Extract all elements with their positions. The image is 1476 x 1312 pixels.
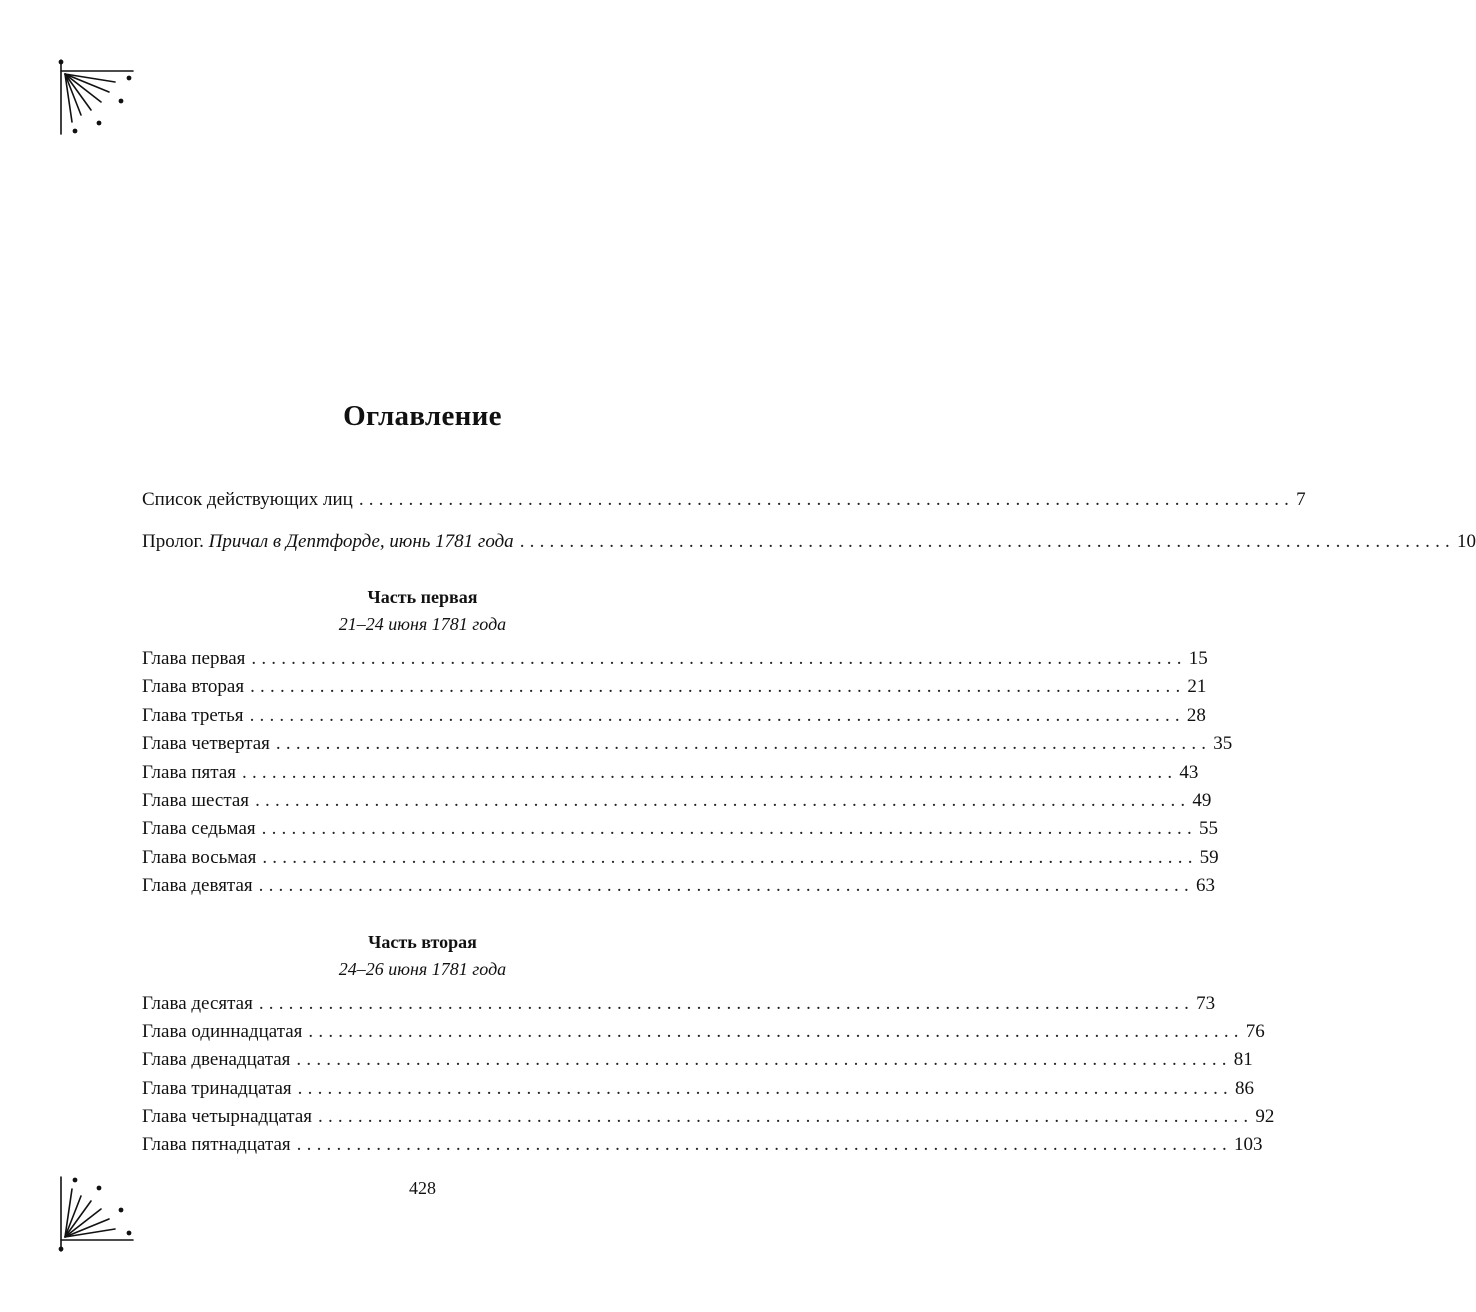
leader-dots: .............................................................................................. [318, 1106, 1254, 1127]
leader-dots: .............................................................................................. [249, 705, 1185, 726]
toc-entry-label: Глава первая [142, 648, 246, 669]
toc-entry-page: 15 [1188, 648, 1208, 669]
leader-dots: .............................................................................................. [251, 648, 1187, 669]
leader-dots: .............................................................................................. [519, 531, 1455, 552]
toc-entry-chapter[interactable] [142, 1019, 1265, 1045]
toc-entry-page: 35 [1213, 733, 1233, 754]
toc-entry-label: Глава восьмая [142, 847, 257, 868]
toc-entry-page: 103 [1233, 1134, 1263, 1155]
toc-entry-page: 7 [1296, 489, 1306, 510]
toc-entry-page: 43 [1179, 762, 1199, 783]
toc-entry-chapter[interactable] [142, 845, 1219, 871]
toc-entry-page: 92 [1255, 1106, 1275, 1127]
toc-entry-chapter[interactable] [142, 1104, 1275, 1130]
toc-entry-chapter[interactable] [142, 731, 1233, 757]
toc-entry-label: Глава девятая [142, 875, 253, 896]
toc-entry-chapter[interactable] [142, 646, 1208, 672]
toc-entry-label: Глава двенадцатая [142, 1049, 291, 1070]
toc-entry-chapter[interactable] [142, 674, 1207, 700]
toc-entry-page: 49 [1192, 790, 1212, 811]
toc-entry-label: Глава десятая [142, 993, 253, 1014]
toc-entry-label: Глава третья [142, 705, 244, 726]
leader-dots: .............................................................................................. [262, 847, 1198, 868]
toc-entry-label: Глава пятая [142, 762, 236, 783]
toc-entry-page: 76 [1245, 1021, 1265, 1042]
toc-entry-page: 10 [1457, 531, 1476, 552]
toc-entry-chapter[interactable] [142, 873, 1215, 899]
toc-entry-label: Глава четырнадцатая [142, 1106, 313, 1127]
toc-entry-label: Глава седьмая [142, 818, 256, 839]
toc-entry-page: 55 [1198, 818, 1218, 839]
toc-entry-page: 59 [1199, 847, 1219, 868]
part-title: Часть первая [367, 587, 478, 607]
toc-entry-label: Глава пятнадцатая [142, 1134, 291, 1155]
toc-entry-chapter[interactable] [142, 816, 1218, 842]
toc-entry-prologue[interactable] [142, 529, 1476, 555]
toc-entry-page: 28 [1186, 705, 1206, 726]
leader-dots: .............................................................................................. [258, 875, 1194, 896]
toc-entry-page: 81 [1233, 1049, 1253, 1070]
toc-entry-chapter[interactable] [142, 1132, 1263, 1158]
toc-entry-label: Список действующих лиц [142, 489, 353, 510]
toc-entry-chapter[interactable] [142, 760, 1199, 786]
toc-entry-label: Пролог. Причал в Дептфорде, июнь 1781 года [142, 531, 514, 552]
toc-entry-label: Глава одиннадцатая [142, 1021, 303, 1042]
leader-dots: .............................................................................................. [308, 1021, 1244, 1042]
leader-dots: .............................................................................................. [258, 993, 1195, 1014]
toc-entry-chapter[interactable] [142, 991, 1216, 1017]
leader-dots: .............................................................................................. [250, 676, 1186, 697]
part-title: Часть вторая [368, 932, 477, 952]
toc-entry-page: 73 [1196, 993, 1216, 1014]
leader-dots: .............................................................................................. [297, 1078, 1233, 1099]
toc-entry-page: 21 [1187, 676, 1207, 697]
leader-dots: .............................................................................................. [255, 790, 1191, 811]
leader-dots: .............................................................................................. [358, 489, 1295, 510]
corner-sunburst-ornament-top [55, 58, 135, 138]
leader-dots: .............................................................................................. [296, 1134, 1232, 1155]
toc-entry-label: Глава четвертая [142, 733, 270, 754]
corner-sunburst-ornament-bottom [55, 1173, 135, 1253]
leader-dots: .............................................................................................. [261, 818, 1197, 839]
leader-dots: .............................................................................................. [275, 733, 1212, 754]
toc-entry-label: Глава тринадцатая [142, 1078, 292, 1099]
toc-entry-page: 63 [1195, 875, 1215, 896]
leader-dots: .............................................................................................. [242, 762, 1178, 783]
leader-dots: .............................................................................................. [296, 1049, 1232, 1070]
toc-entry-label: Глава вторая [142, 676, 245, 697]
toc-entry-label: Глава шестая [142, 790, 250, 811]
part-dates: 24–26 июня 1781 года [338, 959, 507, 979]
page-title: Оглавление [343, 400, 502, 432]
toc-entry-chapter[interactable] [142, 1076, 1254, 1102]
toc-entry-chapter[interactable] [142, 703, 1206, 729]
page-number: 428 [409, 1178, 436, 1198]
toc-entry-chapter[interactable] [142, 1047, 1253, 1073]
part-dates: 21–24 июня 1781 года [338, 614, 507, 634]
toc-entry-page: 86 [1234, 1078, 1254, 1099]
toc-entry-characters[interactable] [142, 487, 1306, 513]
toc-entry-chapter[interactable] [142, 788, 1212, 814]
toc-entry-subtitle: Причал в Дептфорде, июнь 1781 года [208, 531, 514, 552]
